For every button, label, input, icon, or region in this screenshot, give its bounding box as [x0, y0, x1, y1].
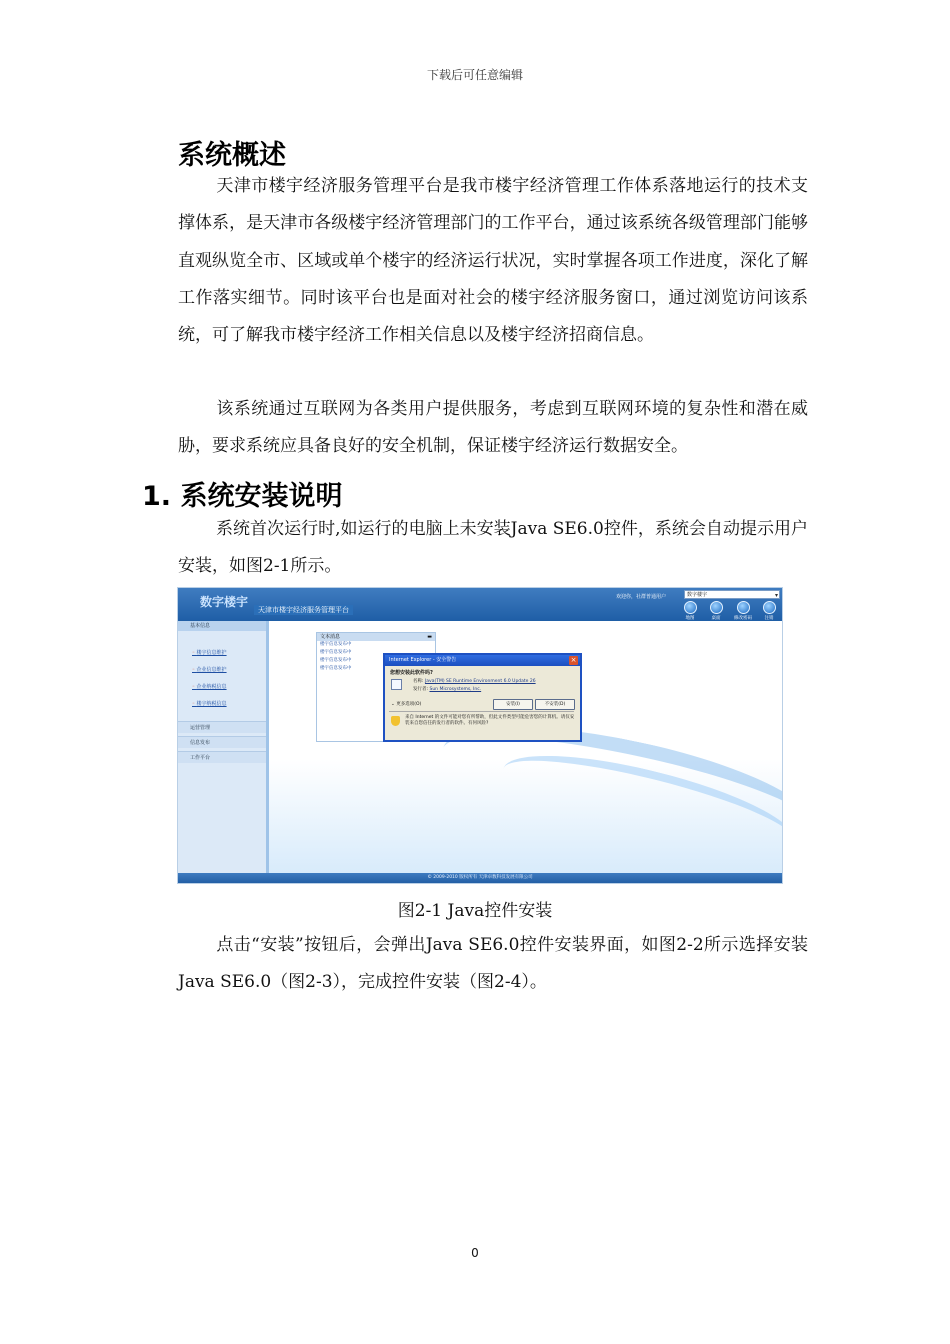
list-item[interactable]: 楼宇信息发布中 — [320, 666, 352, 671]
sidebar-item-company-info[interactable]: ◦ 企业信息维护 — [192, 666, 227, 673]
welcome-text: 欢迎你，社群普通用户 — [616, 594, 667, 600]
divider — [389, 711, 574, 712]
logout-button[interactable] — [758, 601, 780, 621]
dialog-warning-text: 来自 Internet 的文件可能对您有所帮助，但此文件类型可能危害您的计算机。请仅安装来自您信任的发行者的软件。有何风险? — [405, 715, 575, 726]
figure-screenshot — [177, 587, 783, 884]
app-subtitle: 天津市楼宇经济服务管理平台 — [254, 605, 353, 615]
sidebar-section-publish[interactable]: 信息发布 — [178, 736, 266, 748]
page-number: 0 — [471, 1246, 479, 1260]
sidebar-item-building-tax[interactable]: ◦ 楼宇纳税信息 — [192, 700, 227, 707]
panel-title: 文本消息 ▬ — [317, 633, 435, 641]
install-button[interactable]: 安装(I) — [493, 699, 533, 710]
sidebar — [178, 621, 269, 873]
dialog-title: Internet Explorer - 安全警告 × — [385, 655, 580, 666]
minimize-icon[interactable]: ▬ — [427, 634, 432, 640]
install-paragraph-2: 点击“安装”按钮后，会弹出Java SE6.0控件安装界面，如图2-2所示选择安装Java SE6.0（图2-3），完成控件安装（图2-4）。 — [178, 935, 808, 993]
desktop-label: 桌面 — [711, 616, 721, 621]
map-label: 地图 — [685, 616, 695, 621]
install-paragraph-1: 系统首次运行时,如运行的电脑上未安装Java SE6.0控件，系统会自动提示用户安装，如图2-1所示。 — [178, 519, 808, 577]
sidebar-item-company-tax[interactable]: ◦ 企业纳税信息 — [192, 683, 227, 690]
software-name-link[interactable]: Java(TM) SE Runtime Environment 6.0 Update 26 — [424, 679, 536, 684]
app-logo: 数字楼宇 — [200, 595, 249, 609]
sidebar-header[interactable]: 基本信息 — [178, 621, 266, 631]
sidebar-section-operations[interactable]: 运营管理 — [178, 721, 266, 733]
publisher-link[interactable]: Sun Microsystems, Inc. — [429, 687, 482, 692]
header-note: 下载后可任意编辑 — [426, 68, 523, 82]
desktop-button[interactable] — [705, 601, 727, 621]
application-icon — [391, 679, 402, 690]
sidebar-item-building-info[interactable]: ◦ 楼宇信息维护 — [192, 649, 227, 656]
list-item[interactable]: 楼宇信息发布中 — [320, 658, 352, 663]
list-item[interactable]: 楼宇信息发布中 — [320, 650, 352, 655]
key-icon — [737, 601, 750, 614]
software-name-row: 名称: Java(TM) SE Runtime Environment 6.0 Update 26 — [413, 679, 536, 684]
map-button[interactable] — [679, 601, 701, 621]
overview-paragraph-2: 该系统通过互联网为各类用户提供服务，考虑到互联网环境的复杂性和潜在威胁，要求系统应具备良好的安全机制，保证楼宇经济运行数据安全。 — [178, 399, 808, 457]
system-select[interactable]: 数字楼宇 ▾ — [684, 590, 780, 599]
security-warning-dialog — [383, 653, 582, 742]
section-title-install: 1. 系统安装说明 — [142, 481, 343, 512]
logout-icon — [763, 601, 776, 614]
main-area — [269, 621, 782, 873]
logout-label: 注销 — [764, 616, 774, 621]
dont-install-button[interactable]: 不安装(D) — [535, 699, 575, 710]
change-password-label: 修改密码 — [734, 616, 752, 621]
overview-paragraph-1: 天津市楼宇经济服务管理平台是我市楼宇经济管理工作体系落地运行的技术支撑体系，是天津市各级楼宇经济管理部门的工作平台，通过该系统各级管理部门能够直观纵览全市、区域或单个楼宇的经济运行状况，实时掌握各项工作进度，深化了解工作落实细节。同时该平台也是面对社会的楼宇经济服务窗口，通过浏览访问该系统，可了解我市楼宇经济工作相关信息以及楼宇经济招商信息。 — [178, 176, 808, 346]
shield-icon — [391, 716, 400, 726]
change-password-button[interactable] — [732, 601, 754, 621]
list-item[interactable]: 楼宇信息发布中 — [320, 642, 352, 647]
desktop-icon — [710, 601, 723, 614]
app-footer: © 2009-2010 版权所有 天津卓数科技发展有限公司 — [178, 873, 782, 883]
app-header — [178, 588, 782, 621]
section-title-overview: 系统概述 — [178, 140, 286, 171]
publisher-row: 发行者: Sun Microsystems, Inc. — [413, 687, 482, 692]
dialog-question: 您想安装此软件吗? — [390, 670, 433, 676]
figure-caption: 图2-1 Java控件安装 — [397, 901, 553, 921]
close-icon[interactable]: × — [570, 656, 577, 664]
more-options-toggle[interactable]: ⌄ 更多选项(O) — [391, 702, 422, 707]
sidebar-section-workbench[interactable]: 工作平台 — [178, 751, 266, 763]
map-icon — [684, 601, 697, 614]
